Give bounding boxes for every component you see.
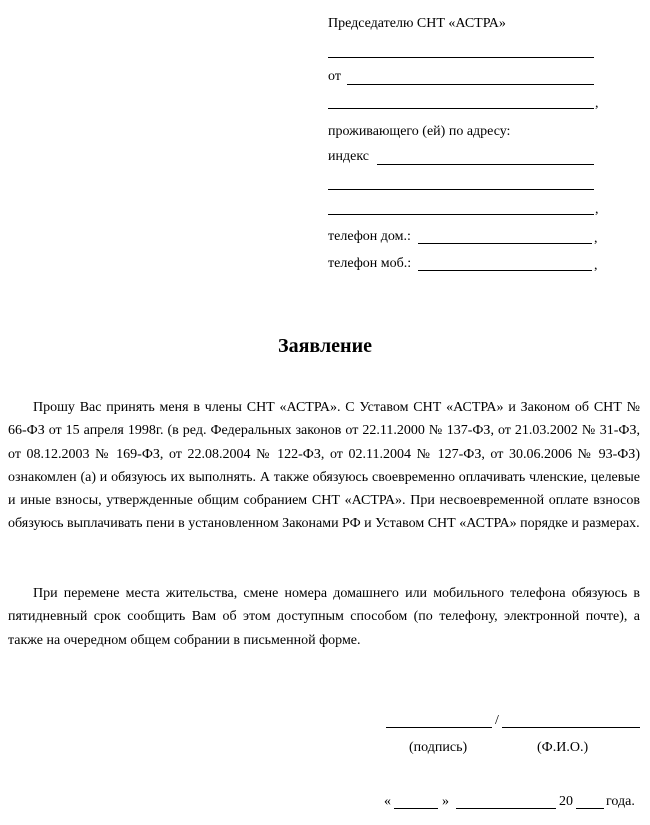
index-field-line[interactable] bbox=[377, 164, 594, 165]
full-name-label: (Ф.И.О.) bbox=[537, 740, 589, 755]
phone-home-label: телефон дом.: bbox=[328, 229, 411, 244]
comma: , bbox=[594, 258, 598, 273]
date-close-quote: » bbox=[442, 794, 449, 809]
phone-mobile-label: телефон моб.: bbox=[328, 256, 412, 271]
addressee: Председателю СНТ «АСТРА» bbox=[328, 16, 506, 31]
comma: , bbox=[595, 96, 599, 111]
body-paragraph-1: Прошу Вас принять меня в члены СНТ «АСТРА». С Уставом СНТ «АСТРА» и Законом об СНТ № 66-ФЗ от 15 апреля 1998г. (в ред. Федеральных законов от 22.11.2000 № 137-ФЗ, от 21.03.2002 № 31-ФЗ, от 08.12.2003 № 169-ФЗ, от 22.08.2004 № 122-ФЗ, от 02.11.2004 № 127-ФЗ, от 30.06.2006 № 93-ФЗ) ознакомлен (а) и обязуюсь их выполнять. А также обязуюсь своевременно оплачивать членские, целевые и иные взносы, утвержденные общим собранием СНТ «АСТРА». При несвоевременной оплате взносов обязуюсь выплачивать пени в установленном Законами РФ и Уставом СНТ «АСТРА» порядке и размерах. bbox=[8, 400, 640, 532]
phone-home-field-line[interactable] bbox=[418, 243, 592, 244]
blank-line-addressee[interactable] bbox=[328, 57, 594, 58]
from-label: от bbox=[328, 69, 341, 84]
date-month-line[interactable] bbox=[456, 808, 556, 809]
date-day-line[interactable] bbox=[394, 808, 438, 809]
comma: , bbox=[594, 231, 598, 246]
address-label: проживающего (ей) по адресу: bbox=[328, 124, 511, 139]
signature-line[interactable] bbox=[386, 727, 492, 728]
date-year-suffix: года. bbox=[606, 794, 635, 809]
date-year-line[interactable] bbox=[576, 808, 604, 809]
from-field-line-2[interactable] bbox=[328, 108, 594, 109]
document-title: Заявление bbox=[278, 335, 372, 357]
date-open-quote: « bbox=[384, 794, 391, 809]
date-year-prefix: 20 bbox=[559, 794, 573, 809]
phone-mobile-field-line[interactable] bbox=[418, 270, 592, 271]
from-field-line[interactable] bbox=[347, 84, 594, 85]
full-name-line[interactable] bbox=[502, 727, 640, 728]
address-field-line-2[interactable] bbox=[328, 214, 594, 215]
signature-label: (подпись) bbox=[409, 740, 468, 755]
address-field-line[interactable] bbox=[328, 189, 594, 190]
signature-separator: / bbox=[495, 713, 499, 728]
index-label: индекс bbox=[328, 149, 369, 164]
body-paragraph-2: При перемене места жительства, смене номера домашнего или мобильного телефона обязуюсь в пятидневный срок сообщить Вам об этом доступным способом (по телефону, электронной почте), а также на очередном общем собрании в письменной форме. bbox=[8, 586, 640, 648]
comma: , bbox=[595, 202, 599, 217]
